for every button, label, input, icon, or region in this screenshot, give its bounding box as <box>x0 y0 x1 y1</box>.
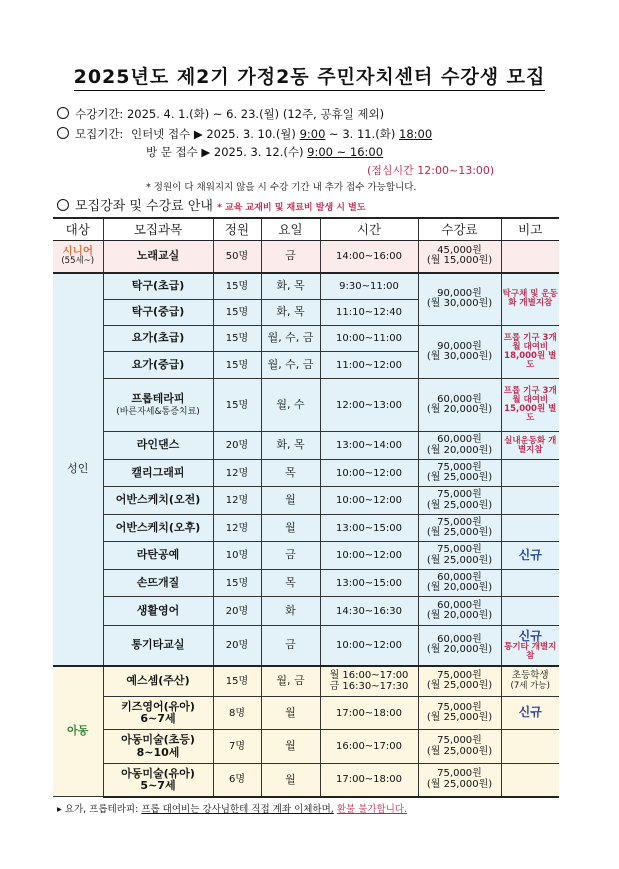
header-note: 비고 <box>501 218 559 241</box>
bullet-circle-icon <box>57 199 69 211</box>
table-row: 아동미술(초등) 8~10세 7명 월 16:00~17:00 75,000원 (월 25,000원) <box>53 730 559 764</box>
group-child: 아동 <box>53 666 103 797</box>
new-badge: 신규 <box>518 628 542 643</box>
bullet-circle-icon <box>57 127 69 139</box>
table-row: 성인 탁구(초급) 15명 화, 목 9:30~11:00 90,000원 (월 30,000원) 탁구채 및 운동화 개별지참 <box>53 273 559 300</box>
header-capacity: 정원 <box>213 218 261 241</box>
visit-line: 방 문 접수 ▶ 2025. 3. 12.(수) 9:00 ~ 16:00 <box>146 145 384 159</box>
table-row: 키즈영어(유아) 6~7세 8명 월 17:00~18:00 75,000원 (월 25,000원) 신규 <box>53 697 559 730</box>
period-line: 수강기간: 2025. 4. 1.(화) ~ 6. 23.(월) (12주, 공휴일 제외) <box>57 106 384 122</box>
footer-note: ▸ 요가, 프롭테라피: 프롭 대여비는 강사님한테 직접 계좌 이체하며, 환불 불가합니다. <box>57 804 408 815</box>
page-title: 2025년도 제2기 가정2동 주민자치센터 수강생 모집 <box>0 62 619 89</box>
table-row: 시니어 (55세~) 노래교실 50명 금 14:00~16:00 45,000원 (월 15,000원) <box>53 241 559 273</box>
table-row: 라탄공예 10명 금 10:00~12:00 75,000원 (월 25,000원) 신규 <box>53 542 559 570</box>
table-header <box>53 218 559 241</box>
header-target: 대상 <box>53 218 103 241</box>
table-row: 캘리그래피 12명 목 10:00~12:00 75,000원 (월 25,000원) <box>53 460 559 487</box>
table-row: 탁구(중급) 15명 화, 목 11:10~12:40 <box>53 300 559 326</box>
header-day: 요일 <box>261 218 320 241</box>
header-fee: 수강료 <box>418 218 501 241</box>
table-row: 어반스케치(오후) 12명 월 13:00~15:00 75,000원 (월 25,000원) <box>53 515 559 542</box>
table-row: 생활영어 20명 화 14:30~16:30 60,000원 (월 20,000원) <box>53 597 559 626</box>
header-subject: 모집과목 <box>103 218 213 241</box>
table-row: 요가(중급) 15명 월, 수, 금 11:00~12:00 <box>53 352 559 379</box>
group-senior: 시니어 (55세~) <box>53 241 103 273</box>
section-heading: 모집강좌 및 수강료 안내 * 교육 교재비 및 재료비 발생 시 별도 <box>57 195 365 214</box>
group-adult: 성인 <box>53 273 103 666</box>
table-row: 어반스케치(오전) 12명 월 10:00~12:00 75,000원 (월 25,000원) <box>53 487 559 515</box>
header-time: 시간 <box>320 218 418 241</box>
new-badge: 신규 <box>501 542 559 570</box>
table-row: 통기타교실 20명 금 10:00~12:00 60,000원 (월 20,000원) 신규 통기타 개별지참 <box>53 626 559 666</box>
table-row: 프롭테라피 (바른자세&통증치료) 15명 월, 수 12:00~13:00 60,000원 (월 20,000원) 프롭 기구 3개월 대여비 15,000원 별도 <box>53 379 559 432</box>
recruit-line: 모집기간: 인터넷 접수 ▶ 2025. 3. 10.(월) 9:00 ~ 3. 11.(화) 18:00 <box>57 126 432 142</box>
lunch-note: (점심시간 12:00~13:00) <box>367 164 495 177</box>
table-row: 아동 예스셈(주산) 15명 월, 금 월 16:00~17:00 금 16:30~17:30 75,000원 (월 25,000원) 초등학생 (7세 가능) <box>53 666 559 697</box>
course-table <box>53 217 559 798</box>
table-row: 요가(초급) 15명 월, 수, 금 10:00~11:00 90,000원 (월 30,000원) 프롭 기구 3개월 대여비 18,000원 별도 <box>53 326 559 352</box>
bullet-circle-icon <box>57 107 69 119</box>
extra-note: * 정원이 다 채워지지 않을 시 수강 기간 내 추가 접수 가능합니다. <box>146 182 417 193</box>
table-row: 아동미술(유아) 5~7세 6명 월 17:00~18:00 75,000원 (월 25,000원) <box>53 764 559 797</box>
table-row: 손뜨개질 15명 목 13:00~15:00 60,000원 (월 20,000원) <box>53 570 559 597</box>
table-row: 라인댄스 20명 화, 목 13:00~14:00 60,000원 (월 20,000원) 실내운동화 개별지참 <box>53 432 559 460</box>
new-badge: 신규 <box>501 697 559 730</box>
